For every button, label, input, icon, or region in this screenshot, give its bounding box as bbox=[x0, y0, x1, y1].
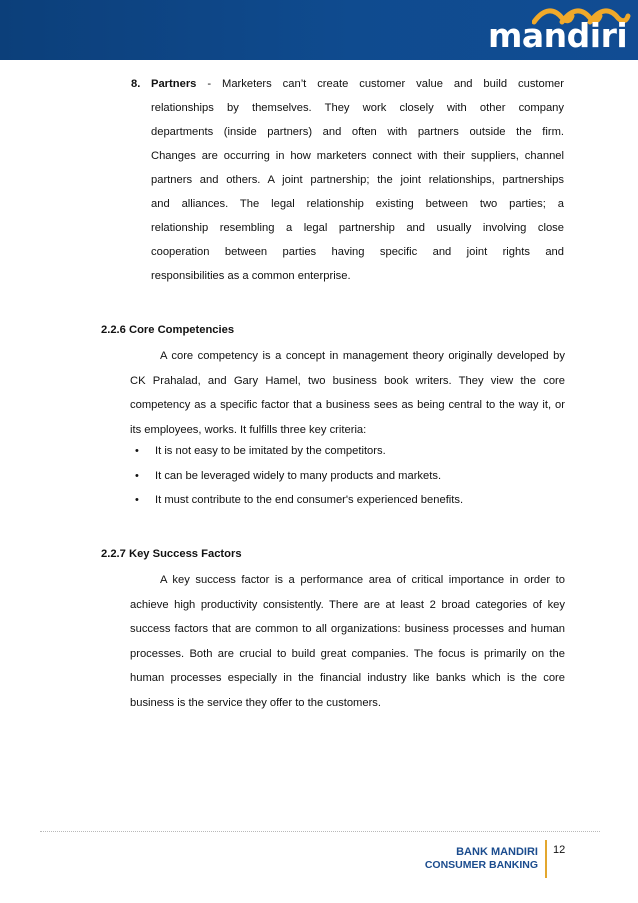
list-item: • It must contribute to the end consumer's experienced benefits. bbox=[130, 488, 463, 513]
bullet-icon: • bbox=[135, 469, 139, 482]
list-item: • It is not easy to be imitated by the competitors. bbox=[130, 439, 463, 464]
footer-divider bbox=[40, 831, 600, 832]
section-heading-core-competencies: 2.2.6 Core Competencies bbox=[101, 324, 235, 336]
core-criteria-list bbox=[130, 439, 463, 513]
section-heading-key-success-factors: 2.2.7 Key Success Factors bbox=[101, 548, 242, 560]
partners-line: responsibilities as a common enterprise. bbox=[151, 270, 351, 282]
bullet-icon: • bbox=[135, 494, 139, 506]
partners-line: relationships by themselves. They work closely with other company bbox=[151, 102, 564, 114]
footer-bank-name: BANK MANDIRI bbox=[456, 846, 538, 858]
partners-line: relationship resembling a legal partnership and usually involving close bbox=[151, 222, 564, 234]
header-banner bbox=[0, 0, 638, 60]
core-competencies-paragraph: A core competency is a concept in management theory originally developed by CK Prahalad, and Gary Hamel, two business book writers. They view the core competency as a specific factor that a business sees as being central to the way it, or its employees, works. It fulfills three key criteria: bbox=[130, 350, 565, 436]
page-number: 12 bbox=[553, 844, 566, 856]
partners-line: cooperation between parties having specific and joint rights and bbox=[151, 246, 564, 258]
footer-division: CONSUMER BANKING bbox=[424, 859, 538, 871]
partners-line: partners and others. A joint partnership; the joint relationships, partnerships bbox=[151, 174, 564, 186]
partners-line: Changes are occurring in how marketers connect with their suppliers, channel bbox=[151, 150, 564, 162]
key-success-factors-paragraph: A key success factor is a performance area of critical importance in order to achieve high productivity consistently. There are at least 2 broad categories of key success factors that are common to all organizations: business processes and human processes. Both are crucial to build great companies. The focus is primarily on the human processes especially in the financial industry like banks which is the core business is the service they offer to the customers. bbox=[130, 574, 565, 709]
partners-item bbox=[151, 72, 564, 288]
partners-line: Partners - Marketers can’t create customer value and build customer bbox=[151, 78, 565, 90]
partners-line: departments (inside partners) and often with partners outside the firm. bbox=[151, 126, 564, 138]
list-item: • It can be leveraged widely to many products and markets. bbox=[130, 464, 463, 489]
partners-line: and alliances. The legal relationship existing between two parties; a bbox=[151, 198, 564, 210]
list-number: 8. bbox=[131, 78, 141, 90]
partners-term: Partners bbox=[151, 78, 197, 90]
bullet-icon: • bbox=[135, 445, 139, 457]
footer-separator bbox=[545, 840, 547, 878]
mandiri-logo: mandiri bbox=[488, 16, 628, 55]
